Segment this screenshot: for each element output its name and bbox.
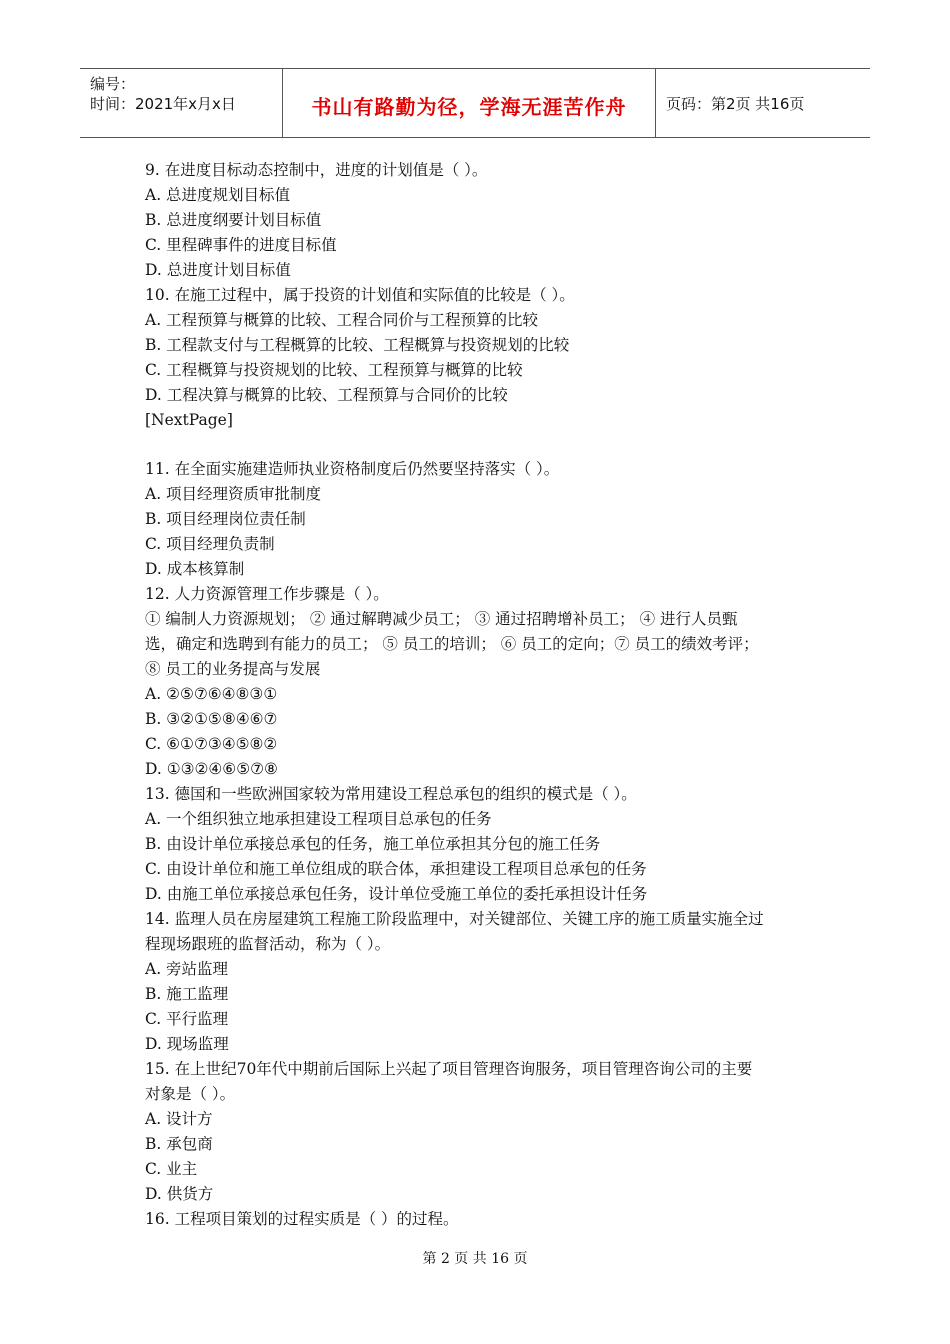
page-footer: 第 2 页 共 16 页 — [422, 1251, 528, 1267]
text-line: B. ③②①⑤⑧④⑥⑦ — [145, 710, 278, 728]
text-line: D. 供货方 — [145, 1185, 214, 1203]
text-line: A. 一个组织独立地承担建设工程项目总承包的任务 — [145, 810, 492, 828]
text-line: D. 成本核算制 — [145, 560, 245, 578]
text-line: 16. 工程项目策划的过程实质是（ ）的过程。 — [145, 1210, 459, 1228]
header-center-cell — [282, 69, 656, 137]
text-line: C. 项目经理负责制 — [145, 535, 275, 553]
text-line: A. ②⑤⑦⑥④⑧③① — [145, 685, 278, 703]
text-line: D. 总进度计划目标值 — [145, 261, 291, 279]
text-line: 9. 在进度目标动态控制中，进度的计划值是（ ）。 — [145, 161, 488, 179]
time-label: 时间：2021年x月x日 — [90, 95, 236, 113]
page-counter: 页码：第2页 共16页 — [666, 95, 805, 113]
text-line: A. 项目经理资质审批制度 — [145, 485, 322, 503]
text-line: B. 项目经理岗位责任制 — [145, 510, 306, 528]
text-line: 14. 监理人员在房屋建筑工程施工阶段监理中，对关键部位、关键工序的施工质量实施全过 — [145, 910, 764, 928]
text-line: 13. 德国和一些欧洲国家较为常用建设工程总承包的组织的模式是（ ）。 — [145, 785, 637, 803]
text-line: D. ①③②④⑥⑤⑦⑧ — [145, 760, 278, 778]
text-line: D. 由施工单位承接总承包任务，设计单位受施工单位的委托承担设计任务 — [145, 885, 648, 903]
text-line: 选，确定和选聘到有能力的员工； ⑤ 员工的培训； ⑥ 员工的定向；⑦ 员工的绩效考评； — [145, 635, 759, 653]
header-right-cell — [656, 69, 870, 137]
text-line: ⑧ 员工的业务提高与发展 — [145, 660, 321, 678]
code-label: 编号： — [90, 75, 136, 93]
next-page-marker: [NextPage] — [145, 411, 233, 429]
text-line: B. 施工监理 — [145, 985, 229, 1003]
text-line: C. 由设计单位和施工单位组成的联合体，承担建设工程项目总承包的任务 — [145, 860, 647, 878]
page-header — [80, 68, 870, 138]
text-line: B. 总进度纲要计划目标值 — [145, 211, 322, 229]
text-line: 程现场跟班的监督活动，称为（ ）。 — [145, 935, 391, 953]
text-line: D. 工程决算与概算的比较、工程预算与合同价的比较 — [145, 386, 508, 404]
text-line: C. 里程碑事件的进度目标值 — [145, 236, 337, 254]
motto: 书山有路勤为径，学海无涯苦作舟 — [311, 95, 627, 119]
text-line: A. 旁站监理 — [145, 960, 229, 978]
text-line: B. 由设计单位承接总承包的任务，施工单位承担其分包的施工任务 — [145, 835, 601, 853]
text-line: C. 工程概算与投资规划的比较、工程预算与概算的比较 — [145, 361, 523, 379]
text-line: A. 工程预算与概算的比较、工程合同价与工程预算的比较 — [145, 311, 539, 329]
spacer — [145, 433, 815, 457]
header-left-cell — [80, 69, 282, 137]
text-line: 12. 人力资源管理工作步骤是（ ）。 — [145, 585, 389, 603]
text-line: 10. 在施工过程中，属于投资的计划值和实际值的比较是（ ）。 — [145, 286, 575, 304]
text-line: C. 平行监理 — [145, 1010, 229, 1028]
text-line: 15. 在上世纪70年代中期前后国际上兴起了项目管理咨询服务，项目管理咨询公司的主要 — [145, 1060, 753, 1078]
text-line: ① 编制人力资源规划； ② 通过解聘减少员工； ③ 通过招聘增补员工； ④ 进行人员甄 — [145, 610, 738, 628]
text-line: C. 业主 — [145, 1160, 198, 1178]
document-body — [145, 158, 815, 1232]
text-line: D. 现场监理 — [145, 1035, 229, 1053]
text-line: A. 设计方 — [145, 1110, 213, 1128]
text-line: 对象是（ ）。 — [145, 1085, 236, 1103]
text-line: C. ⑥①⑦③④⑤⑧② — [145, 735, 278, 753]
text-line: A. 总进度规划目标值 — [145, 186, 291, 204]
text-line: 11. 在全面实施建造师执业资格制度后仍然要坚持落实（ ）。 — [145, 460, 560, 478]
text-line: B. 承包商 — [145, 1135, 213, 1153]
text-line: B. 工程款支付与工程概算的比较、工程概算与投资规划的比较 — [145, 336, 570, 354]
